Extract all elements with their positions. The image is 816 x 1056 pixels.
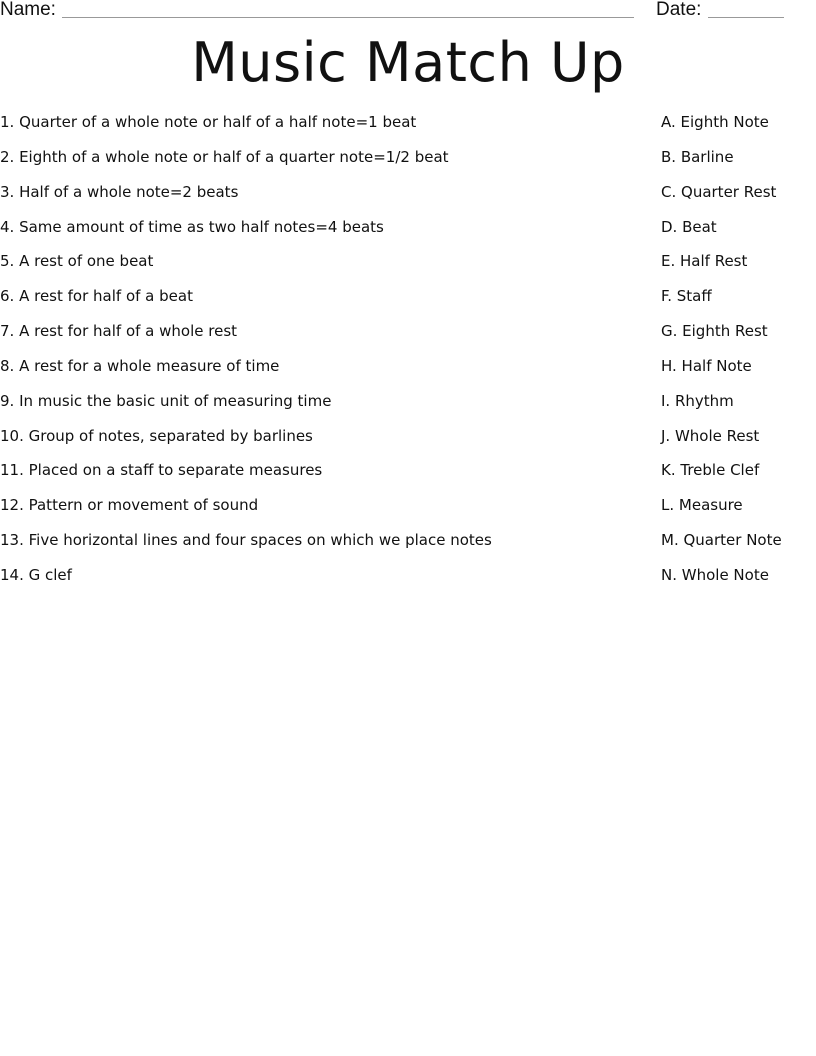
answer-item: K. Treble Clef <box>661 461 760 480</box>
answer-item: F. Staff <box>661 287 712 306</box>
clue-item: 13. Five horizontal lines and four spaces on which we place notes <box>0 531 492 550</box>
date-label: Date: <box>656 0 702 20</box>
clue-item: 1. Quarter of a whole note or half of a half note=1 beat <box>0 113 417 131</box>
answer-item: G. Eighth Rest <box>661 322 768 341</box>
clue-item: 5. A rest of one beat <box>0 252 154 271</box>
name-field[interactable] <box>62 17 634 18</box>
answer-item: I. Rhythm <box>661 391 734 410</box>
clue-item: 14. G clef <box>0 565 72 584</box>
name-label: Name: <box>0 0 56 20</box>
clue-item: 8. A rest for a whole measure of time <box>0 356 280 375</box>
worksheet-header <box>0 0 816 24</box>
clue-item: 11. Placed on a staff to separate measures <box>0 461 323 480</box>
answer-item: B. Barline <box>661 147 734 166</box>
answer-list <box>661 112 811 600</box>
answer-item: J. Whole Rest <box>661 426 760 445</box>
answer-item: M. Quarter Note <box>661 531 782 550</box>
clue-item: 3. Half of a whole note=2 beats <box>0 182 239 201</box>
clue-item: 9. In music the basic unit of measuring time <box>0 391 332 410</box>
answer-item: D. Beat <box>661 217 717 236</box>
answer-item: H. Half Note <box>661 356 752 375</box>
answer-item: N. Whole Note <box>661 565 769 584</box>
clue-list <box>0 112 640 600</box>
answer-item: L. Measure <box>661 496 743 515</box>
clue-item: 7. A rest for half of a whole rest <box>0 322 238 341</box>
clue-item: 6. A rest for half of a beat <box>0 287 193 306</box>
worksheet-title: Music Match Up <box>191 31 625 94</box>
clue-item: 2. Eighth of a whole note or half of a quarter note=1/2 beat <box>0 147 449 166</box>
answer-item: C. Quarter Rest <box>661 182 777 201</box>
clue-item: 12. Pattern or movement of sound <box>0 496 259 515</box>
answer-item: E. Half Rest <box>661 252 748 271</box>
clue-item: 4. Same amount of time as two half notes=4 beats <box>0 217 384 236</box>
answer-item: A. Eighth Note <box>661 113 769 131</box>
date-field[interactable] <box>708 17 784 18</box>
clue-item: 10. Group of notes, separated by barlines <box>0 426 313 445</box>
